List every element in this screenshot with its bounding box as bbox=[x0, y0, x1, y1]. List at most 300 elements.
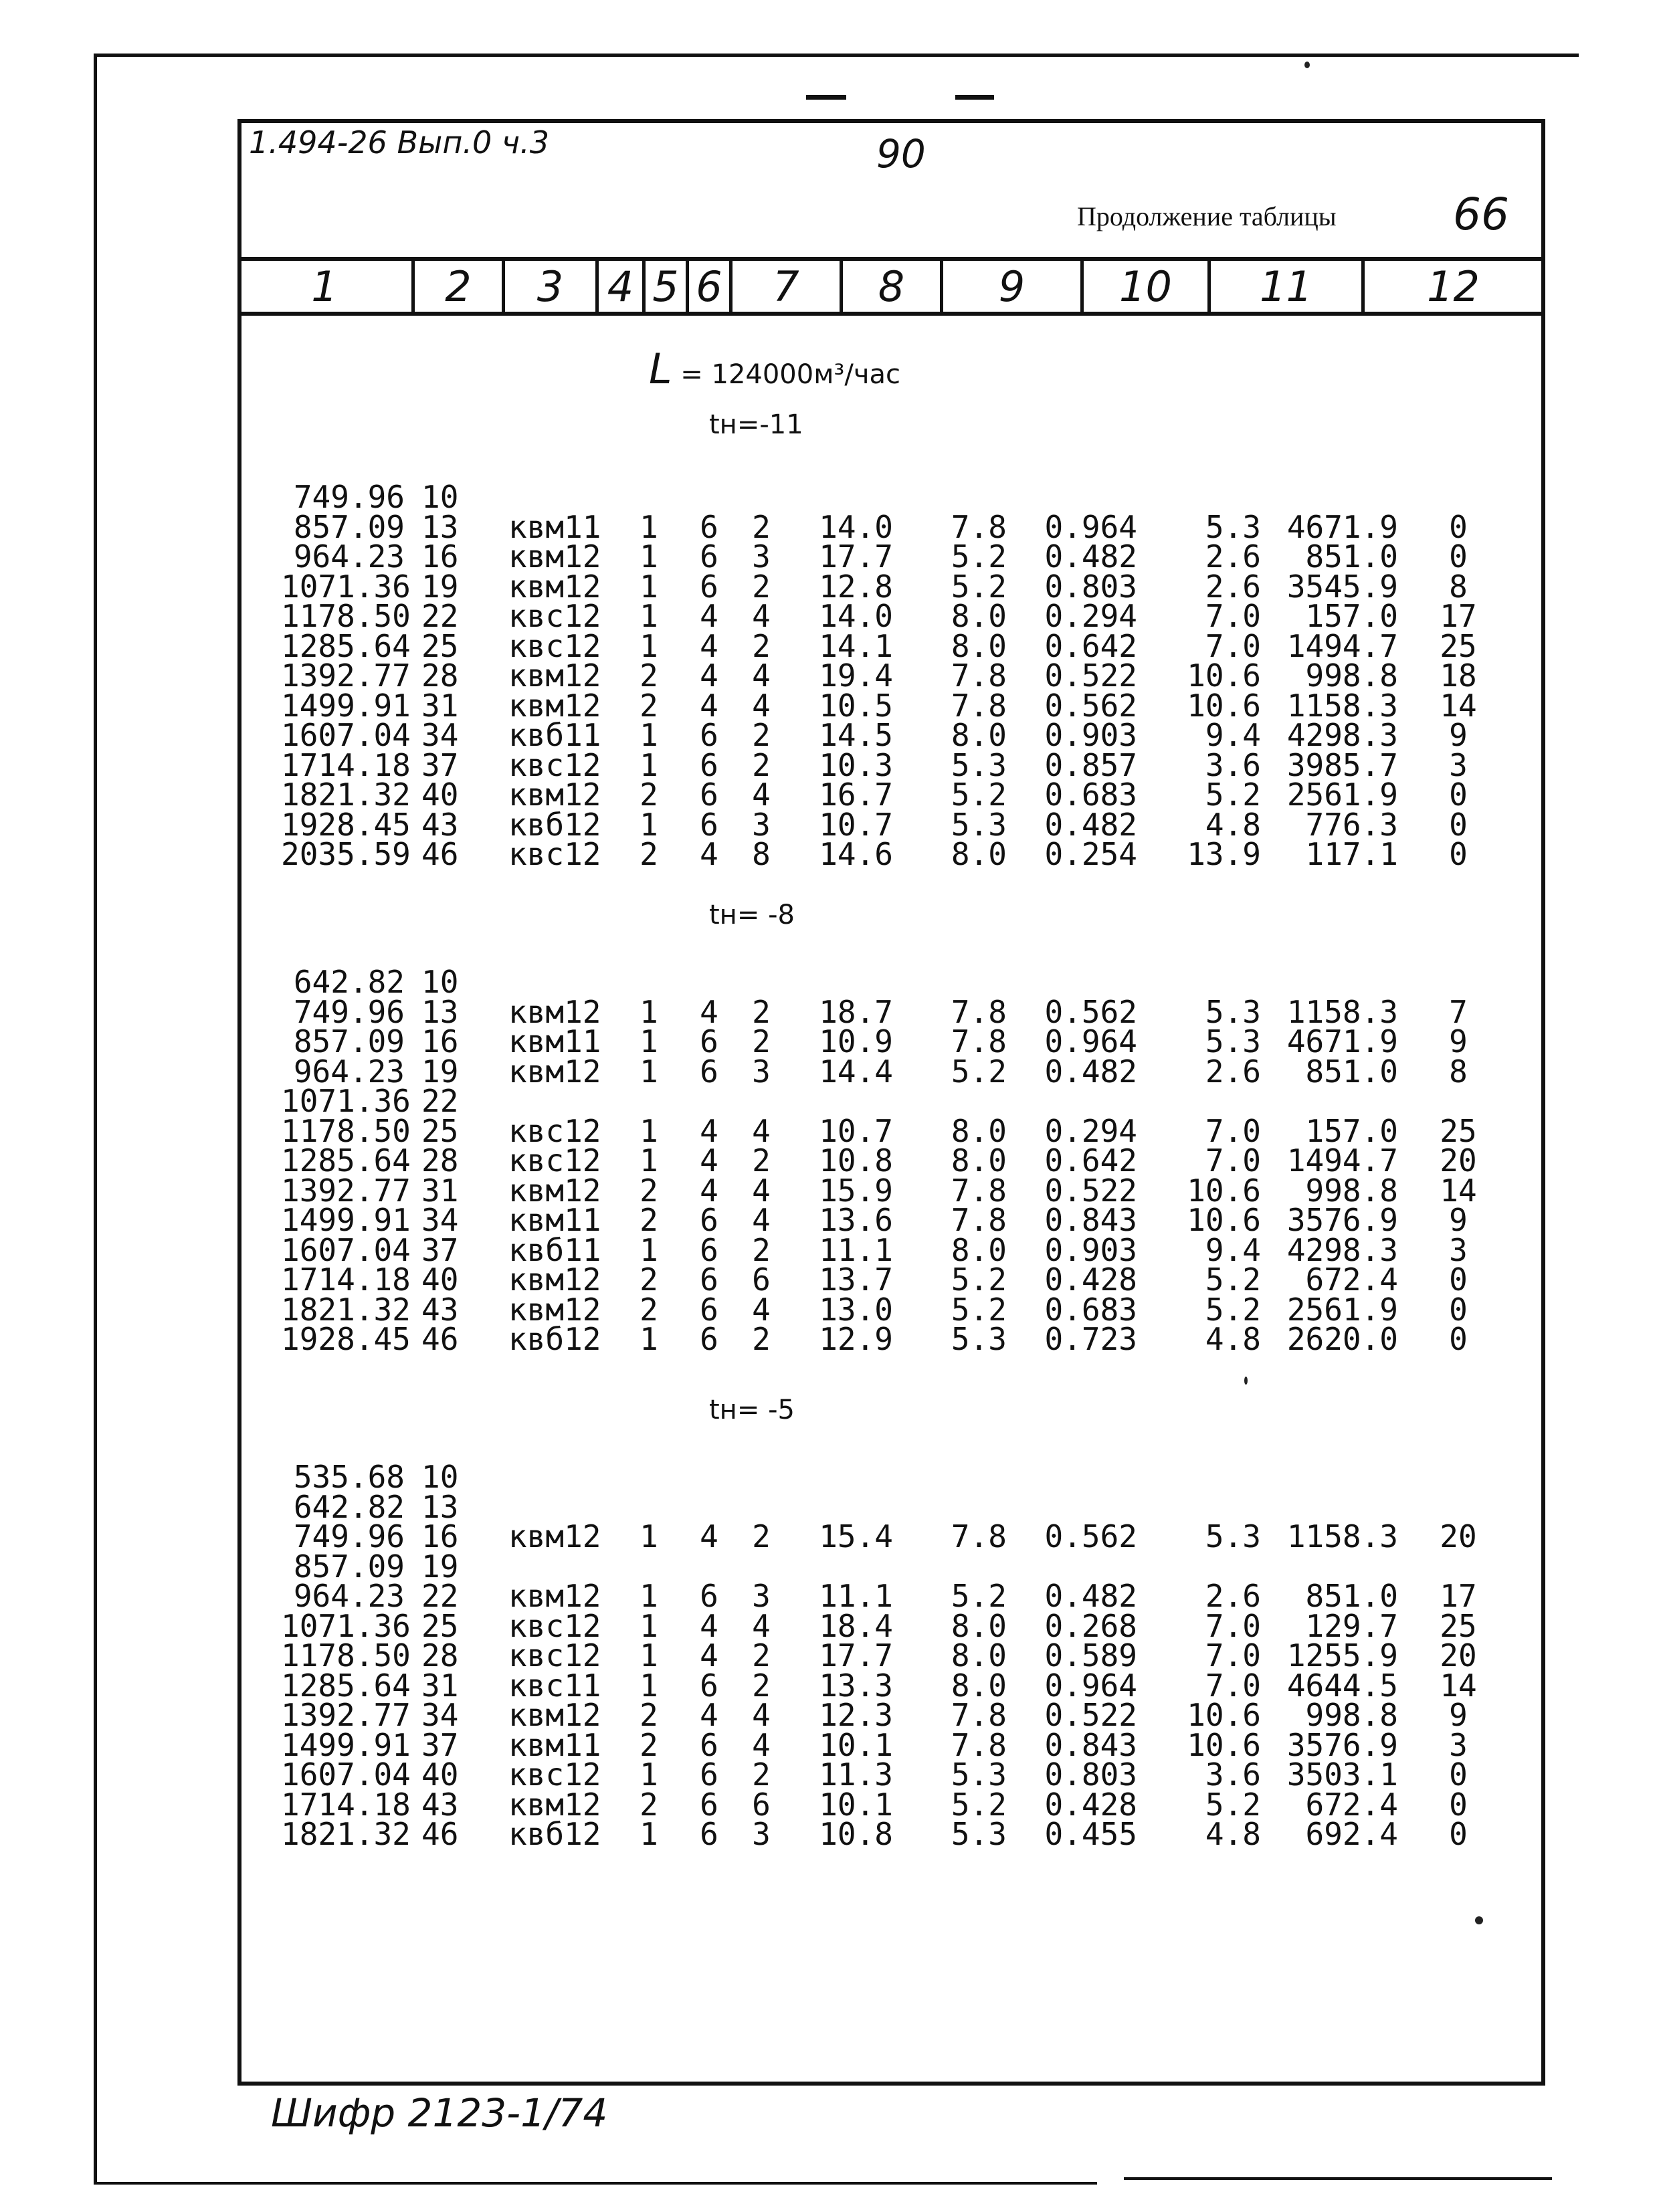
table-cell: 12.3 bbox=[819, 1697, 893, 1733]
table-cell: 14.5 bbox=[819, 717, 893, 753]
table-cell: 0.428 bbox=[1044, 1786, 1137, 1823]
table-cell: 4 bbox=[700, 1172, 718, 1209]
table-cell: 2 bbox=[640, 1786, 658, 1823]
table-cell: 2.6 bbox=[1205, 1053, 1261, 1090]
table-cell: 3 bbox=[1449, 1231, 1468, 1268]
table-cell: 4 bbox=[700, 658, 718, 694]
table-cell: 7.8 bbox=[951, 1023, 1007, 1060]
table-cell: 6 bbox=[752, 1262, 771, 1298]
table-cell: квс11 bbox=[508, 1667, 601, 1704]
table-cell: квм12 bbox=[508, 777, 601, 813]
table-cell: 11.3 bbox=[819, 1756, 893, 1793]
table-cell: 7.8 bbox=[951, 993, 1007, 1030]
table-cell: 10.1 bbox=[819, 1726, 893, 1763]
table-cell: 5.2 bbox=[1205, 777, 1261, 813]
table-row bbox=[0, 806, 1659, 843]
table-cell: 18.4 bbox=[819, 1607, 893, 1644]
table-cell: 7.0 bbox=[1205, 1112, 1261, 1149]
continuation-label: Продолжение таблицы bbox=[1077, 201, 1337, 231]
table-cell: 1499.91 bbox=[281, 1202, 411, 1238]
table-cell: 8.0 bbox=[951, 1231, 1007, 1268]
table-cell: 0.294 bbox=[1044, 1112, 1137, 1149]
table-cell: 642.82 bbox=[293, 1488, 405, 1525]
table-cell: 37 bbox=[421, 746, 459, 783]
table-cell: 0.843 bbox=[1044, 1726, 1137, 1763]
column-header: 1 bbox=[311, 262, 338, 311]
table-cell: 4 bbox=[752, 1112, 771, 1149]
table-cell: квм12 bbox=[508, 1053, 601, 1090]
table-cell: 10.6 bbox=[1187, 687, 1261, 724]
table-cell: 6 bbox=[700, 1667, 718, 1704]
table-cell: 1607.04 bbox=[281, 717, 411, 753]
table-cell: 14.6 bbox=[819, 836, 893, 872]
table-cell: 5.3 bbox=[951, 806, 1007, 843]
table-cell: 2 bbox=[752, 1023, 771, 1060]
table-cell: 0.589 bbox=[1044, 1637, 1137, 1674]
table-cell: 9 bbox=[1449, 1023, 1468, 1060]
table-row bbox=[0, 1816, 1659, 1852]
table-cell: 5.3 bbox=[1205, 993, 1261, 1030]
table-cell: 2 bbox=[752, 1667, 771, 1704]
table-cell: 7.8 bbox=[951, 687, 1007, 724]
table-cell: 4298.3 bbox=[1286, 717, 1398, 753]
table-cell: 1 bbox=[640, 1231, 658, 1268]
table-cell: 10.8 bbox=[819, 1816, 893, 1852]
table-cell: 6 bbox=[700, 1578, 718, 1614]
table-cell: 20 bbox=[1440, 1637, 1477, 1674]
table-cell: 1 bbox=[640, 1023, 658, 1060]
table-row bbox=[0, 508, 1659, 545]
table-cell: 4671.9 bbox=[1286, 1023, 1398, 1060]
table-cell: 3576.9 bbox=[1286, 1726, 1398, 1763]
table-cell: 37 bbox=[421, 1726, 459, 1763]
table-cell: 4 bbox=[700, 1697, 718, 1733]
table-cell: 857.09 bbox=[293, 1023, 405, 1060]
table-row bbox=[0, 1786, 1659, 1823]
table-cell: 40 bbox=[421, 777, 459, 813]
table-cell: 3503.1 bbox=[1286, 1756, 1398, 1793]
table-cell: 0.522 bbox=[1044, 658, 1137, 694]
table-cell: 4 bbox=[752, 1726, 771, 1763]
table-cell: 2 bbox=[640, 1697, 658, 1733]
table-cell: 7.8 bbox=[951, 658, 1007, 694]
table-cell: 2 bbox=[752, 627, 771, 664]
table-cell: 1 bbox=[640, 993, 658, 1030]
table-cell: 16 bbox=[421, 1518, 459, 1554]
table-cell: 4 bbox=[700, 1518, 718, 1554]
table-cell: квм12 bbox=[508, 1172, 601, 1209]
table-cell: 5.2 bbox=[1205, 1291, 1261, 1328]
table-cell: квм12 bbox=[508, 993, 601, 1030]
table-cell: квс12 bbox=[508, 1142, 601, 1179]
table-row bbox=[0, 1488, 1659, 1525]
table-cell: 0.964 bbox=[1044, 1667, 1137, 1704]
table-cell: 2 bbox=[640, 1726, 658, 1763]
table-cell: 10 bbox=[421, 1459, 459, 1495]
table-cell: 7.8 bbox=[951, 1172, 1007, 1209]
table-cell: 40 bbox=[421, 1756, 459, 1793]
table-cell: 10.3 bbox=[819, 746, 893, 783]
table-cell: 0.482 bbox=[1044, 806, 1137, 843]
table-cell: 5.2 bbox=[951, 538, 1007, 575]
table-cell: квс12 bbox=[508, 1112, 601, 1149]
table-cell: 8.0 bbox=[951, 598, 1007, 634]
table-cell: 19.4 bbox=[819, 658, 893, 694]
table-cell: 4 bbox=[752, 687, 771, 724]
table-cell: 7.0 bbox=[1205, 627, 1261, 664]
top-dash-left bbox=[806, 95, 846, 100]
table-cell: 3 bbox=[1449, 746, 1468, 783]
table-cell: 10.6 bbox=[1187, 1202, 1261, 1238]
table-cell: 10.9 bbox=[819, 1023, 893, 1060]
table-cell: 3985.7 bbox=[1286, 746, 1398, 783]
table-cell: 749.96 bbox=[293, 479, 405, 515]
table-cell: 7.0 bbox=[1205, 598, 1261, 634]
column-header: 12 bbox=[1427, 262, 1480, 311]
table-cell: 5.2 bbox=[951, 1578, 1007, 1614]
table-cell: 4 bbox=[700, 836, 718, 872]
table-cell: 5.2 bbox=[951, 1262, 1007, 1298]
flow-symbol: L bbox=[649, 344, 672, 393]
table-cell: 117.1 bbox=[1305, 836, 1398, 872]
table-cell: 5.3 bbox=[1205, 508, 1261, 545]
table-cell: 13 bbox=[421, 1488, 459, 1525]
table-cell: 6 bbox=[700, 538, 718, 575]
table-cell: 692.4 bbox=[1305, 1816, 1398, 1852]
table-cell: 16 bbox=[421, 538, 459, 575]
column-header: 8 bbox=[878, 262, 905, 311]
table-cell: 6 bbox=[700, 777, 718, 813]
table-cell: 672.4 bbox=[1305, 1262, 1398, 1298]
section-label: tн= -5 bbox=[709, 1395, 795, 1425]
table-row bbox=[0, 1756, 1659, 1793]
table-cell: 7.0 bbox=[1205, 1607, 1261, 1644]
table-cell: 19 bbox=[421, 568, 459, 605]
table-row bbox=[0, 627, 1659, 664]
scan-speck bbox=[1475, 1916, 1483, 1924]
table-cell: 6 bbox=[752, 1786, 771, 1823]
table-cell: 17.7 bbox=[819, 1637, 893, 1674]
table-cell: 3.6 bbox=[1205, 1756, 1261, 1793]
table-cell: 1821.32 bbox=[281, 1816, 411, 1852]
table-row bbox=[0, 687, 1659, 724]
column-header: 9 bbox=[998, 262, 1026, 311]
table-cell: 3 bbox=[752, 1816, 771, 1852]
table-cell: 157.0 bbox=[1305, 598, 1398, 634]
table-cell: 0.683 bbox=[1044, 1291, 1137, 1328]
table-cell: 4 bbox=[752, 777, 771, 813]
table-cell: 672.4 bbox=[1305, 1786, 1398, 1823]
table-cell: 0 bbox=[1449, 1291, 1468, 1328]
table-cell: 13.6 bbox=[819, 1202, 893, 1238]
table-cell: 3545.9 bbox=[1286, 568, 1398, 605]
table-cell: 1158.3 bbox=[1286, 687, 1398, 724]
table-cell: 0.964 bbox=[1044, 1023, 1137, 1060]
table-cell: 4 bbox=[752, 658, 771, 694]
table-cell: 13.0 bbox=[819, 1291, 893, 1328]
table-cell: 5.2 bbox=[951, 568, 1007, 605]
table-cell: 749.96 bbox=[293, 993, 405, 1030]
table-cell: 998.8 bbox=[1305, 658, 1398, 694]
table-cell: 1 bbox=[640, 1053, 658, 1090]
table-cell: 5.2 bbox=[951, 1786, 1007, 1823]
table-cell: 1 bbox=[640, 746, 658, 783]
table-cell: 7.8 bbox=[951, 1726, 1007, 1763]
table-cell: 0.723 bbox=[1044, 1321, 1137, 1357]
table-cell: 6 bbox=[700, 1202, 718, 1238]
table-cell: 5.3 bbox=[1205, 1518, 1261, 1554]
table-cell: 1714.18 bbox=[281, 1786, 411, 1823]
table-cell: 1392.77 bbox=[281, 1172, 411, 1209]
table-cell: 0 bbox=[1449, 1816, 1468, 1852]
table-cell: 9 bbox=[1449, 1697, 1468, 1733]
table-cell: 1158.3 bbox=[1286, 1518, 1398, 1554]
table-cell: 1 bbox=[640, 1637, 658, 1674]
column-header: 3 bbox=[536, 262, 564, 311]
table-cell: 2561.9 bbox=[1286, 777, 1398, 813]
table-cell: 7.0 bbox=[1205, 1637, 1261, 1674]
table-cell: квс12 bbox=[508, 746, 601, 783]
table-cell: 4671.9 bbox=[1286, 508, 1398, 545]
table-cell: 0.903 bbox=[1044, 717, 1137, 753]
table-cell: 25 bbox=[421, 627, 459, 664]
outer-border-bottom-right bbox=[1124, 2177, 1552, 2180]
table-row bbox=[0, 1083, 1659, 1119]
table-cell: 46 bbox=[421, 1321, 459, 1357]
table-cell: 8.0 bbox=[951, 1607, 1007, 1644]
table-cell: 28 bbox=[421, 658, 459, 694]
flow-rate-formula bbox=[649, 344, 900, 393]
table-cell: 1392.77 bbox=[281, 658, 411, 694]
table-cell: 1285.64 bbox=[281, 1667, 411, 1704]
table-cell: квм12 bbox=[508, 1518, 601, 1554]
table-cell: 0.562 bbox=[1044, 993, 1137, 1030]
table-cell: 37 bbox=[421, 1231, 459, 1268]
table-cell: 2 bbox=[752, 1756, 771, 1793]
table-row bbox=[0, 1667, 1659, 1704]
table-cell: 1071.36 bbox=[281, 1083, 411, 1119]
table-cell: 964.23 bbox=[293, 1578, 405, 1614]
table-cell: квс12 bbox=[508, 1637, 601, 1674]
table-cell: 157.0 bbox=[1305, 1112, 1398, 1149]
table-cell: 0.562 bbox=[1044, 1518, 1137, 1554]
table-cell: 0 bbox=[1449, 508, 1468, 545]
table-cell: 4298.3 bbox=[1286, 1231, 1398, 1268]
table-cell: 5.2 bbox=[1205, 1786, 1261, 1823]
table-cell: 3576.9 bbox=[1286, 1202, 1398, 1238]
table-cell: 1607.04 bbox=[281, 1231, 411, 1268]
table-cell: 0.642 bbox=[1044, 1142, 1137, 1179]
column-header: 4 bbox=[607, 262, 634, 311]
table-cell: 1 bbox=[640, 806, 658, 843]
table-row bbox=[0, 746, 1659, 783]
table-cell: 15.9 bbox=[819, 1172, 893, 1209]
table-cell: 2 bbox=[752, 1518, 771, 1554]
table-cell: 16 bbox=[421, 1023, 459, 1060]
flow-value: = 124000м³/час bbox=[680, 359, 901, 390]
table-cell: 0.482 bbox=[1044, 538, 1137, 575]
table-cell: 1158.3 bbox=[1286, 993, 1398, 1030]
table-row bbox=[0, 658, 1659, 694]
table-cell: 10.6 bbox=[1187, 1726, 1261, 1763]
table-cell: 998.8 bbox=[1305, 1697, 1398, 1733]
table-cell: 0.522 bbox=[1044, 1172, 1137, 1209]
table-cell: 14 bbox=[1440, 1667, 1477, 1704]
table-row bbox=[0, 1548, 1659, 1585]
table-cell: 28 bbox=[421, 1637, 459, 1674]
table-cell: 6 bbox=[700, 806, 718, 843]
table-cell: 7.8 bbox=[951, 508, 1007, 545]
table-cell: 776.3 bbox=[1305, 806, 1398, 843]
outer-border-top bbox=[94, 54, 1579, 57]
table-cell: 129.7 bbox=[1305, 1607, 1398, 1644]
table-cell: 0 bbox=[1449, 1786, 1468, 1823]
table-cell: 4 bbox=[700, 627, 718, 664]
table-cell: 28 bbox=[421, 1142, 459, 1179]
table-cell: 31 bbox=[421, 687, 459, 724]
table-cell: 20 bbox=[1440, 1518, 1477, 1554]
table-cell: 1494.7 bbox=[1286, 1142, 1398, 1179]
table-cell: 1 bbox=[640, 1667, 658, 1704]
table-row bbox=[0, 1459, 1659, 1495]
scan-speck bbox=[1244, 1377, 1248, 1385]
table-cell: 25 bbox=[1440, 627, 1477, 664]
table-row bbox=[0, 993, 1659, 1030]
table-cell: 851.0 bbox=[1305, 538, 1398, 575]
table-row bbox=[0, 1112, 1659, 1149]
table-cell: квс12 bbox=[508, 598, 601, 634]
table-cell: 2 bbox=[752, 1231, 771, 1268]
table-cell: 2.6 bbox=[1205, 538, 1261, 575]
table-cell: 31 bbox=[421, 1172, 459, 1209]
table-cell: 22 bbox=[421, 1083, 459, 1119]
table-cell: 14 bbox=[1440, 1172, 1477, 1209]
table-cell: 0 bbox=[1449, 777, 1468, 813]
table-cell: 2 bbox=[640, 687, 658, 724]
table-row bbox=[0, 538, 1659, 575]
table-row bbox=[0, 836, 1659, 872]
table-cell: 2 bbox=[752, 1637, 771, 1674]
table-cell: 5.2 bbox=[951, 1291, 1007, 1328]
table-cell: 8.0 bbox=[951, 1637, 1007, 1674]
table-cell: 1 bbox=[640, 717, 658, 753]
table-cell: 40 bbox=[421, 1262, 459, 1298]
table-cell: квс12 bbox=[508, 627, 601, 664]
table-cell: 2 bbox=[752, 1321, 771, 1357]
table-cell: 1285.64 bbox=[281, 627, 411, 664]
table-cell: 1178.50 bbox=[281, 1637, 411, 1674]
table-cell: 2620.0 bbox=[1286, 1321, 1398, 1357]
table-cell: 4 bbox=[700, 598, 718, 634]
column-header: 7 bbox=[773, 262, 799, 311]
table-row bbox=[0, 1142, 1659, 1179]
table-row bbox=[0, 1053, 1659, 1090]
table-cell: 8.0 bbox=[951, 1112, 1007, 1149]
table-cell: 0 bbox=[1449, 806, 1468, 843]
table-cell: 10.1 bbox=[819, 1786, 893, 1823]
table-cell: 6 bbox=[700, 1262, 718, 1298]
table-row bbox=[0, 1172, 1659, 1209]
column-header-row bbox=[237, 257, 1545, 316]
table-row bbox=[0, 1262, 1659, 1298]
cipher-code: Шифр 2123-1/74 bbox=[271, 2090, 608, 2136]
table-cell: 13.7 bbox=[819, 1262, 893, 1298]
table-cell: 1178.50 bbox=[281, 598, 411, 634]
table-cell: 12.9 bbox=[819, 1321, 893, 1357]
table-cell: квб11 bbox=[508, 1231, 601, 1268]
table-cell: 6 bbox=[700, 508, 718, 545]
table-cell: 14.4 bbox=[819, 1053, 893, 1090]
table-cell: 0.642 bbox=[1044, 627, 1137, 664]
table-cell: 6 bbox=[700, 1321, 718, 1357]
table-cell: 7.0 bbox=[1205, 1142, 1261, 1179]
table-cell: 1255.9 bbox=[1286, 1637, 1398, 1674]
table-cell: 535.68 bbox=[293, 1459, 405, 1495]
table-cell: 4.8 bbox=[1205, 1816, 1261, 1852]
table-cell: 14.1 bbox=[819, 627, 893, 664]
table-cell: 19 bbox=[421, 1548, 459, 1585]
table-row bbox=[0, 1726, 1659, 1763]
table-cell: 0.294 bbox=[1044, 598, 1137, 634]
table-cell: 1 bbox=[640, 627, 658, 664]
table-cell: 964.23 bbox=[293, 1053, 405, 1090]
table-cell: 11.1 bbox=[819, 1578, 893, 1614]
table-cell: 0.683 bbox=[1044, 777, 1137, 813]
table-cell: 0 bbox=[1449, 1262, 1468, 1298]
table-cell: 4 bbox=[700, 1142, 718, 1179]
table-cell: 1 bbox=[640, 1816, 658, 1852]
table-cell: квм12 bbox=[508, 658, 601, 694]
table-cell: 4 bbox=[752, 1697, 771, 1733]
table-cell: 25 bbox=[1440, 1607, 1477, 1644]
table-cell: 4 bbox=[752, 1172, 771, 1209]
table-cell: 6 bbox=[700, 1786, 718, 1823]
table-cell: 18 bbox=[1440, 658, 1477, 694]
table-cell: 6 bbox=[700, 1053, 718, 1090]
table-cell: 20 bbox=[1440, 1142, 1477, 1179]
table-cell: 13.3 bbox=[819, 1667, 893, 1704]
table-cell: 1607.04 bbox=[281, 1756, 411, 1793]
table-cell: 3 bbox=[752, 538, 771, 575]
section-label: tн= -8 bbox=[709, 900, 795, 930]
table-cell: квм12 bbox=[508, 1697, 601, 1733]
table-row bbox=[0, 964, 1659, 1000]
table-cell: 43 bbox=[421, 1786, 459, 1823]
table-cell: 4 bbox=[700, 1112, 718, 1149]
table-cell: квм12 bbox=[508, 1262, 601, 1298]
table-cell: 5.2 bbox=[1205, 1262, 1261, 1298]
table-cell: квм12 bbox=[508, 1291, 601, 1328]
table-cell: 1494.7 bbox=[1286, 627, 1398, 664]
table-cell: 16.7 bbox=[819, 777, 893, 813]
table-cell: 6 bbox=[700, 1726, 718, 1763]
table-cell: 1178.50 bbox=[281, 1112, 411, 1149]
table-cell: 11.1 bbox=[819, 1231, 893, 1268]
table-cell: 3 bbox=[752, 1578, 771, 1614]
table-row bbox=[0, 598, 1659, 634]
table-cell: квм11 bbox=[508, 1023, 601, 1060]
table-cell: 18.7 bbox=[819, 993, 893, 1030]
table-cell: 2 bbox=[640, 836, 658, 872]
table-cell: 6 bbox=[700, 717, 718, 753]
table-cell: 43 bbox=[421, 806, 459, 843]
table-cell: 0.482 bbox=[1044, 1053, 1137, 1090]
table-cell: квс12 bbox=[508, 836, 601, 872]
table-cell: 10 bbox=[421, 479, 459, 515]
table-cell: 5.2 bbox=[951, 1053, 1007, 1090]
table-cell: 34 bbox=[421, 717, 459, 753]
table-cell: 25 bbox=[421, 1607, 459, 1644]
